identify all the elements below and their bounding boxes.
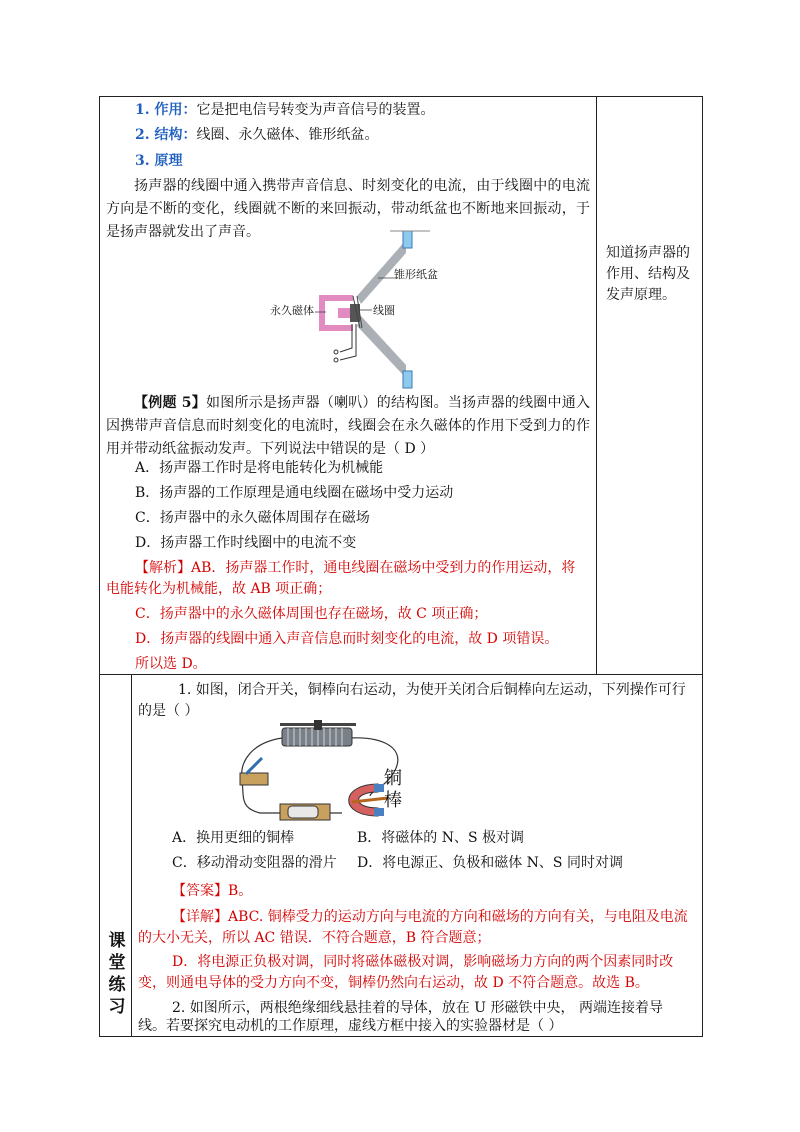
option-d: D．扬声器工作时线圈中的电流不变: [135, 535, 357, 551]
answer: 【答案】B。: [172, 883, 253, 899]
analysis-d: D．扬声器的线圈中通入声音信息而时刻变化的电流，故 D 项错误。: [135, 631, 559, 647]
battery: [288, 806, 318, 818]
structure-line: [135, 124, 379, 146]
column-divider: [596, 96, 597, 674]
q1-option-d: D．将电源正、负极和磁体 N、S 同时对调: [357, 855, 623, 871]
analysis-c: C．扬声器中的永久磁体周围也存在磁场，故 C 项正确；: [135, 606, 488, 622]
label-coil: 线圈: [373, 304, 395, 317]
example-label: 【例题 5】: [134, 395, 206, 411]
speaker-rim-bottom: [403, 371, 412, 388]
switch-lever: [246, 758, 262, 774]
analysis-line1: 【解析】AB．扬声器工作时，通电线圈在磁场中受到力的作用运动，将: [135, 560, 576, 576]
option-c: C．扬声器中的永久磁体周围存在磁场: [135, 510, 370, 526]
magnet-end-bottom: [374, 808, 384, 816]
q1-option-b: B．将磁体的 N、S 极对调: [357, 830, 525, 846]
q1-line2: 的是（ ）: [138, 703, 199, 719]
example-text: 如图所示是扬声器（喇叭）的结构图。当扬声器的线圈中通入因携带声音信息而时刻变化的电流时，线圈会在永久磁体的作用下受到力的作用并带动纸盆振动发声。下列说法中错误的是（ D ）: [106, 395, 590, 457]
detail-line2: 的大小无关，所以 AC 错误．不符合题意，B 符合题意；: [138, 930, 491, 946]
option-b: B．扬声器的工作原理是通电线圈在磁场中受力运动: [135, 485, 454, 501]
option-a: A．扬声器工作时是将电能转化为机械能: [135, 460, 384, 476]
q1-option-c: C．移动滑动变阻器的滑片: [172, 855, 337, 871]
analysis-end: 所以选 D。: [135, 656, 207, 672]
speaker-rim-top: [403, 231, 412, 248]
side-title: 课堂练习: [108, 931, 126, 1017]
detail-line1: 【详解】ABC. 铜棒受力的运动方向与电流的方向和磁场的方向有关，与电阻及电流: [172, 909, 688, 925]
q1-line1: 1. 如图，闭合开关，铜棒向右运动，为使开关闭合后铜棒向左运动，下列操作可行: [178, 682, 686, 698]
role-text: 它是把电信号转变为声音信号的装置。: [196, 102, 435, 118]
speaker-cone-lower: [357, 316, 406, 378]
principle-paragraph: 扬声器的线圈中通入携带声音信息、时刻变化的电流，由于线圈中的电流方向是不断的变化，线圈就不断的来回振动，带动纸盆也不断地来回振动，于是扬声器就发出了声音。: [106, 178, 590, 240]
side-column-divider: [131, 674, 132, 1037]
detail-line4: 变，则通电导体的受力方向不变，铜棒仍然向右运动，故 D 不符合题意。故选 B。: [138, 975, 649, 991]
rheostat-slider: [314, 720, 322, 730]
role-line: [135, 99, 435, 121]
structure-text: 线圈、永久磁体、锥形纸盆。: [196, 127, 379, 143]
label-magnet: 永久磁体: [270, 304, 314, 317]
label-cone: 锥形纸盆: [394, 268, 438, 281]
copper-rod-label: 铜棒: [384, 768, 402, 811]
q2-line2: 线。若要探究电动机的工作原理，虚线方框中接入的实验器材是（ ）: [138, 1018, 563, 1034]
principle-heading: 3. 原理: [135, 153, 183, 169]
analysis-line2: 电能转化为机械能，故 AB 项正确；: [106, 581, 332, 597]
example-paragraph: [106, 392, 590, 461]
q1-option-a: A．换用更细的铜棒: [172, 830, 295, 846]
detail-line3: D．将电源正负极对调，同时将磁体磁极对调，影响磁场力方向的两个因素同时改: [172, 954, 674, 970]
role-label: 1. 作用：: [135, 102, 197, 118]
magnet-end-top: [374, 784, 384, 792]
side-note: 知道扬声器的作用、结构及发声原理。: [606, 245, 690, 303]
q2-line1: 2. 如图所示，两根绝缘细线悬挂着的导体，放在 U 形磁铁中央， 两端连接着导: [172, 1000, 663, 1016]
switch-base: [240, 773, 268, 785]
structure-label: 2. 结构：: [135, 127, 197, 143]
